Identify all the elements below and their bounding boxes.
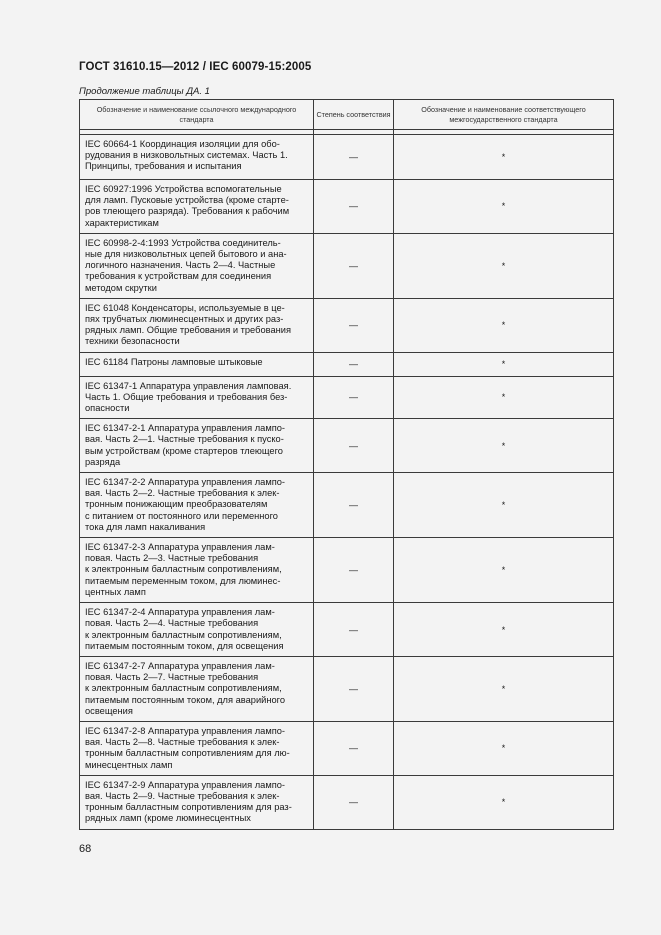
standard-text-line: повая. Часть 2—7. Частные требования — [85, 672, 259, 683]
degree-of-conformity-cell: — — [314, 656, 394, 721]
standard-text-line: повая. Часть 2—4. Частные требования — [85, 618, 259, 629]
table-row — [80, 298, 614, 352]
column-header-interstate: Обозначение и наименование соответствующего межгосударственного стандарта — [394, 100, 614, 130]
standard-text-line: рядных ламп (кроме люминесцентных — [85, 813, 251, 824]
table-row — [80, 721, 614, 775]
standard-text-line: разряда — [85, 456, 121, 467]
table-row — [80, 603, 614, 657]
interstate-standard-cell: * — [394, 233, 614, 298]
standard-text-line: рудования в низковольтных системах. Часть 1. — [85, 150, 288, 161]
standard-text-line: ные для низковольтных цепей бытового и ана- — [85, 249, 287, 260]
table-row — [80, 233, 614, 298]
standard-text-line: питаемым постоянным током, для освещения — [85, 640, 284, 651]
international-standard-cell — [80, 473, 314, 538]
interstate-standard-cell: * — [394, 473, 614, 538]
standard-text-line: тронным балластным сопротивлениям для лю- — [85, 748, 290, 759]
interstate-standard-cell: * — [394, 376, 614, 419]
international-standard-cell — [80, 352, 314, 376]
standard-text-line: ров тлеющего разряда). Требования к рабочим — [85, 206, 290, 217]
table-row — [80, 376, 614, 419]
standard-text-line: IEC 60927:1996 Устройства вспомогательные — [85, 184, 282, 194]
degree-of-conformity-cell: — — [314, 721, 394, 775]
table-row — [80, 180, 614, 234]
standard-text-line: для ламп. Пусковые устройства (кроме стартe- — [85, 195, 289, 206]
interstate-standard-cell: * — [394, 721, 614, 775]
table-row — [80, 656, 614, 721]
interstate-standard-cell: * — [394, 656, 614, 721]
page-number: 68 — [79, 843, 92, 855]
standard-text-line: тронным балластным сопротивлениям для раз- — [85, 802, 292, 813]
standard-text-line: методом скрутки — [85, 282, 157, 293]
standard-text-line: IEC 60998-2-4:1993 Устройства соединитель- — [85, 237, 281, 248]
international-standard-cell — [80, 775, 314, 829]
standard-text-line: рядных ламп. Общие требования и требования — [85, 325, 291, 336]
standard-text-line: вым устройствам (кроме стартеров тлеющего — [85, 445, 283, 456]
standard-text-line: IEC 61347-2-4 Аппаратура управления лам- — [85, 607, 275, 618]
interstate-standard-cell: * — [394, 603, 614, 657]
standard-text-line: IEC 61184 Патроны ламповые штыковые — [85, 356, 263, 367]
table-row — [80, 775, 614, 829]
table-header-row — [80, 100, 614, 130]
international-standard-cell — [80, 603, 314, 657]
standard-text-line: освещения — [85, 705, 133, 716]
standard-text-line: IEC 61347-1 Аппаратура управления ламповая. — [85, 380, 292, 391]
international-standard-cell — [80, 135, 314, 180]
degree-of-conformity-cell: — — [314, 603, 394, 657]
table-body — [80, 130, 614, 830]
degree-of-conformity-cell: — — [314, 473, 394, 538]
table-row — [80, 419, 614, 473]
standard-text-line: тронным понижающим преобразователям — [85, 499, 268, 510]
standard-text-line: вая. Часть 2—8. Частные требования к элек- — [85, 737, 280, 748]
standard-text-line: IEC 61347-2-9 Аппаратура управления лампо- — [85, 779, 286, 790]
column-header-degree: Степень соответствия — [314, 100, 394, 130]
interstate-standard-cell: * — [394, 419, 614, 473]
standard-text-line: IEC 60664-1 Координация изоляции для обо- — [85, 139, 280, 149]
standard-text-line: пях трубчатых люминесцентных и других раз- — [85, 314, 284, 325]
standard-text-line: Часть 1. Общие требования и требования без- — [85, 391, 288, 402]
standard-text-line: к электронным балластным сопротивлениям, — [85, 629, 282, 640]
standard-text-line: техники безопасности — [85, 336, 180, 347]
standard-text-line: повая. Часть 2—3. Частные требования — [85, 553, 259, 564]
international-standard-cell — [80, 180, 314, 234]
degree-of-conformity-cell: — — [314, 298, 394, 352]
degree-of-conformity-cell: — — [314, 419, 394, 473]
standard-text-line: тока для ламп накаливания — [85, 521, 206, 532]
interstate-standard-cell: * — [394, 352, 614, 376]
standard-text-line: требования к устройствам для соединения — [85, 271, 272, 282]
column-header-international: Обозначение и наименование ссылочного международного стандарта — [80, 100, 314, 130]
international-standard-cell — [80, 298, 314, 352]
international-standard-cell — [80, 721, 314, 775]
degree-of-conformity-cell: — — [314, 775, 394, 829]
table-row — [80, 352, 614, 376]
table-row — [80, 135, 614, 180]
degree-of-conformity-cell: — — [314, 538, 394, 603]
table-caption: Продолжение таблицы ДА. 1 — [79, 86, 210, 97]
degree-of-conformity-cell: — — [314, 352, 394, 376]
table-row — [80, 473, 614, 538]
standard-text-line: вая. Часть 2—1. Частные требования к пуско- — [85, 434, 284, 445]
reference-standards-table — [79, 99, 614, 830]
degree-of-conformity-cell: — — [314, 180, 394, 234]
standard-text-line: вая. Часть 2—2. Частные требования к элек- — [85, 488, 280, 499]
degree-of-conformity-cell: — — [314, 233, 394, 298]
international-standard-cell — [80, 538, 314, 603]
standard-text-line: IEC 61347-2-1 Аппаратура управления лампо- — [85, 423, 286, 434]
standard-header: ГОСТ 31610.15—2012 / IEC 60079-15:2005 — [79, 61, 312, 73]
international-standard-cell — [80, 233, 314, 298]
standard-text-line: к электронным балластным сопротивлениям, — [85, 683, 282, 694]
standard-text-line: вая. Часть 2—9. Частные требования к элек- — [85, 790, 280, 801]
standard-text-line: опасности — [85, 403, 130, 414]
standard-text-line: минесцентных ламп — [85, 759, 173, 770]
interstate-standard-cell: * — [394, 775, 614, 829]
interstate-standard-cell: * — [394, 538, 614, 603]
international-standard-cell — [80, 656, 314, 721]
degree-of-conformity-cell: — — [314, 376, 394, 419]
standard-text-line: IEC 61347-2-8 Аппаратура управления лампо- — [85, 725, 286, 736]
interstate-standard-cell: * — [394, 135, 614, 180]
standard-text-line: Принципы, требования и испытания — [85, 161, 242, 172]
standard-text-line: IEC 61347-2-3 Аппаратура управления лам- — [85, 542, 275, 553]
standard-text-line: к электронным балластным сопротивлениям, — [85, 564, 282, 575]
standard-text-line: характеристикам — [85, 217, 159, 228]
interstate-standard-cell: * — [394, 180, 614, 234]
standard-text-line: логичного назначения. Часть 2—4. Частные — [85, 260, 276, 271]
table-row — [80, 538, 614, 603]
international-standard-cell — [80, 419, 314, 473]
international-standard-cell — [80, 376, 314, 419]
degree-of-conformity-cell: — — [314, 135, 394, 180]
standard-text-line: с питанием от постоянного или переменного — [85, 510, 278, 521]
standard-text-line: питаемым постоянным током, для аварийного — [85, 694, 285, 705]
standard-text-line: IEC 61347-2-2 Аппаратура управления лампо- — [85, 477, 286, 488]
standard-text-line: питаемым переменным током, для люминес- — [85, 575, 281, 586]
standard-text-line: центных ламп — [85, 586, 146, 597]
interstate-standard-cell: * — [394, 298, 614, 352]
standard-text-line: IEC 61347-2-7 Аппаратура управления лам- — [85, 660, 275, 671]
standard-text-line: IEC 61048 Конденсаторы, используемые в це- — [85, 302, 285, 313]
